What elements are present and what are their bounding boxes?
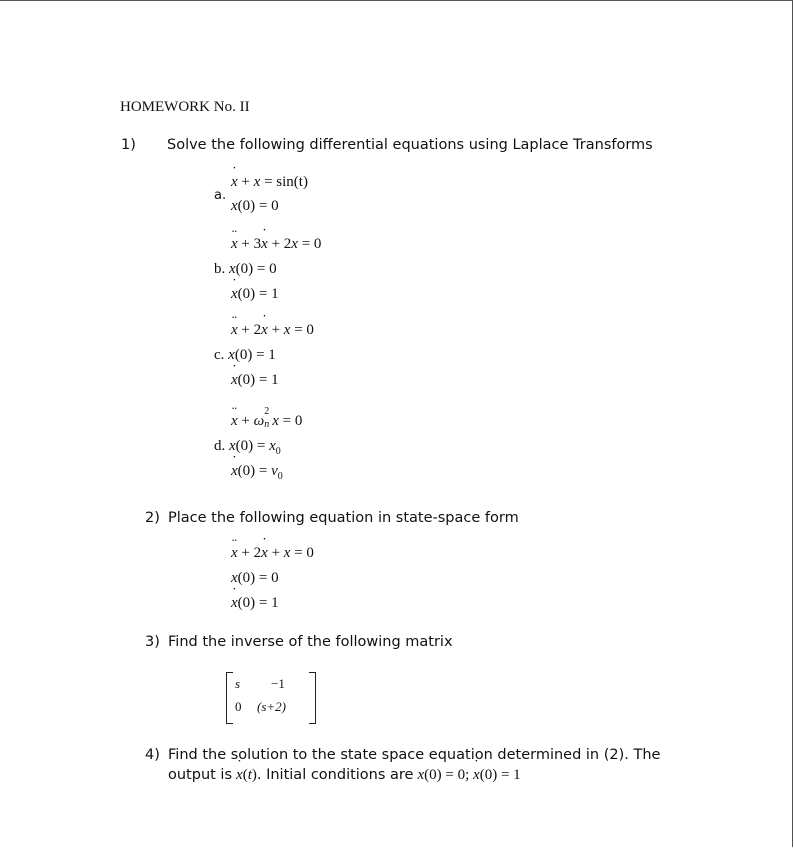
q1a-rhs: sin(t)	[276, 174, 308, 190]
matrix-left-bracket	[226, 672, 233, 724]
q1d-initial-xdot: x ˙(0) = $v_0$	[231, 463, 283, 480]
q4-line2	[168, 766, 521, 784]
q1a-equation: x ˙ + x = sin(t)	[231, 174, 308, 191]
q1c-initial-xdot: x ˙(0) = 1	[231, 372, 279, 389]
matrix-cell-0-1: −1	[271, 676, 285, 691]
q4-output-symbol: x ˙(t)	[236, 767, 257, 783]
q2-equation: x ¨ + 2x ˙ + x = 0	[231, 545, 314, 562]
q4-line1: Find the solution to the state space equation determined in (2). The	[168, 747, 661, 763]
q1c-label-text: c.	[214, 347, 225, 363]
q1b-initial-xdot: x ˙(0) = 1	[231, 286, 279, 303]
q1-number: 1)	[121, 137, 136, 153]
q1c-equation: x ¨ + 2x ˙ + x = 0	[231, 322, 314, 339]
matrix-cell-0-0: s	[235, 676, 241, 691]
q2-initial-xdot: x ˙(0) = 1	[231, 595, 279, 612]
q4-initial-conditions: x(0) = 0; x ˙(0) = 1	[417, 767, 520, 783]
q1b-label-text: b.	[214, 261, 226, 277]
q1b-equation: x ¨ + 3x ˙ + 2x = 0	[231, 236, 321, 253]
q1c-label: c. x(0) = 1	[214, 347, 276, 363]
q2-prompt: Place the following equation in state-space form	[168, 510, 519, 526]
q4-line2-start: output is	[168, 767, 233, 783]
q1b-label: b. x(0) = 0	[214, 261, 277, 277]
q1a-initial-x: x(0) = 0	[231, 198, 279, 214]
q3-number: 3)	[145, 634, 160, 650]
q4-number: 4)	[145, 747, 160, 763]
q3-prompt: Find the inverse of the following matrix	[168, 634, 453, 650]
matrix-right-bracket	[309, 672, 316, 724]
q1d-label: d. $x(0) = x_0$	[214, 438, 281, 457]
q1d-equation: x ¨ + ω 2 n x = 0	[231, 413, 302, 430]
matrix-cell-1-0: 0	[235, 699, 242, 714]
q1d-label-text: d.	[214, 438, 226, 454]
q2-number: 2)	[145, 510, 160, 526]
q1-prompt: Solve the following differential equations using Laplace Transforms	[167, 137, 653, 153]
matrix-cell-1-1: (s+2)	[257, 699, 286, 714]
q2-initial-x: x(0) = 0	[231, 570, 279, 586]
q4-line2-middle: . Initial conditions are	[256, 767, 414, 783]
q1a-label: a.	[214, 188, 227, 203]
page-title: HOMEWORK No. II	[120, 99, 250, 115]
